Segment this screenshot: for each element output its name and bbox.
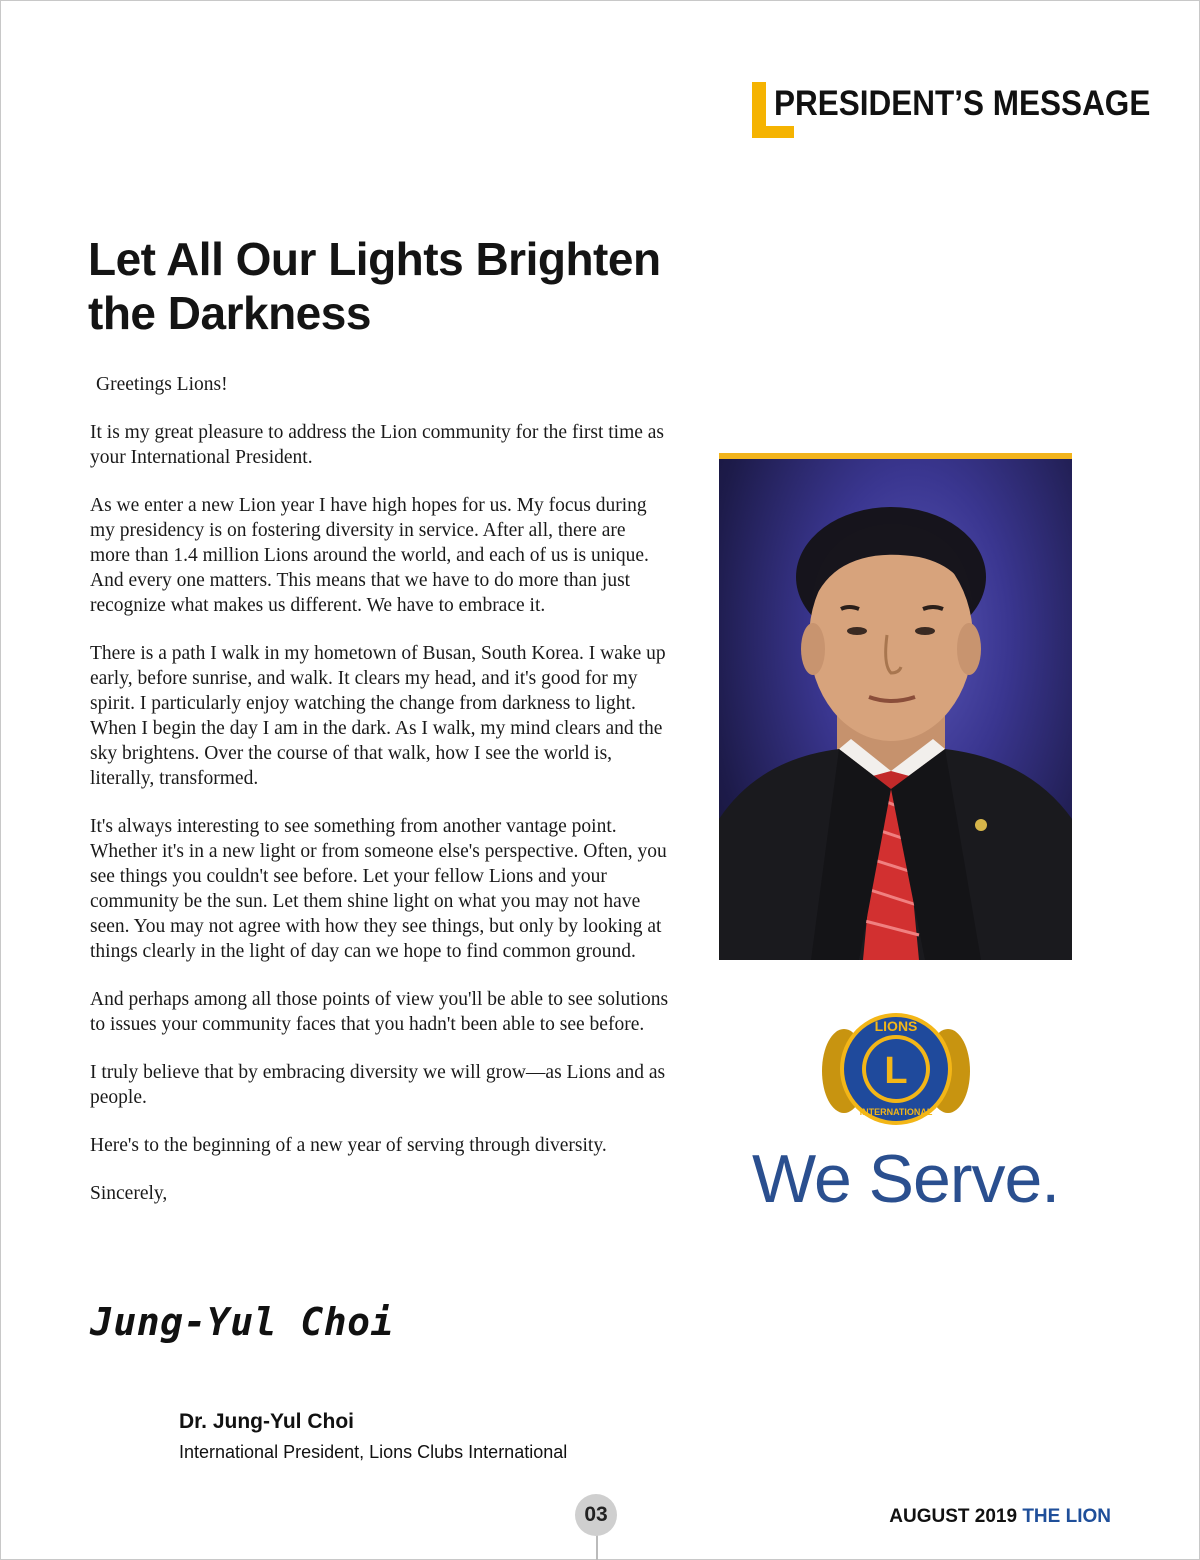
section-header: [752, 82, 1151, 140]
paragraph: It's always interesting to see something from another vantage point. Whether it's in a new light or from someone else's perspective. Often, you see things you couldn't see before. Let your fellow Lions and your community be the sun. Let them shine light on what you may not have seen. You may not agree with how they see things, but only by looking at things clearly in the light of day can we hope to find common ground.: [90, 816, 667, 962]
letter-body: [90, 372, 670, 1462]
svg-text:LIONS: LIONS: [874, 1018, 918, 1034]
footer-date: AUGUST 2019: [889, 1506, 1018, 1527]
closing: Sincerely,: [90, 1183, 168, 1204]
section-title: PRESIDENT’S MESSAGE: [774, 84, 1151, 123]
page-number: 03: [575, 1494, 617, 1536]
lions-logo: [822, 1003, 970, 1133]
paragraph: And perhaps among all those points of view you'll be able to see solutions to issues your community faces that you hadn't been able to see before.: [90, 989, 669, 1035]
paragraph: As we enter a new Lion year I have high hopes for us. My focus during my presidency is on fostering diversity in service. After all, there are more than 1.4 million Lions around the world, and each of us is unique. And every one matters. This means that we have to do more than just recognize what makes us different. We have to embrace it.: [90, 495, 649, 616]
headline-line-1: Let All Our Lights Brighten: [88, 233, 661, 285]
signer-title: International President, Lions Clubs International: [179, 1442, 568, 1462]
footer-magazine: THE LION: [1022, 1506, 1111, 1527]
portrait-illustration: [719, 459, 1072, 960]
president-portrait: [719, 459, 1072, 960]
footer: [889, 1506, 1111, 1528]
paragraph: It is my great pleasure to address the Lion community for the first time as your International President.: [90, 422, 665, 468]
paragraph: Here's to the beginning of a new year of serving through diversity.: [90, 1135, 607, 1156]
section-mark-foot: [752, 126, 794, 138]
greeting: Greetings Lions!: [96, 374, 228, 395]
paragraph: I truly believe that by embracing diversity we will grow—as Lions and as people.: [90, 1062, 666, 1108]
paragraph: There is a path I walk in my hometown of Busan, South Korea. I wake up early, before sunrise, and walk. It clears my head, and it's good for my spirit. I particularly enjoy watching the change from darkness to light. When I begin the day I am in the dark. As I walk, my mind clears and the sky brightens. Over the course of that walk, how I see the world is, literally, transformed.: [90, 643, 666, 789]
signer-name: Dr. Jung-Yul Choi: [179, 1410, 355, 1433]
headline-line-2: the Darkness: [88, 287, 371, 339]
headline: [88, 232, 708, 340]
svg-text:INTERNATIONAL: INTERNATIONAL: [859, 1107, 933, 1117]
motto: We Serve.: [752, 1141, 1060, 1217]
signature: Jung-Yul Choi: [90, 1300, 394, 1344]
svg-text:L: L: [884, 1050, 908, 1092]
